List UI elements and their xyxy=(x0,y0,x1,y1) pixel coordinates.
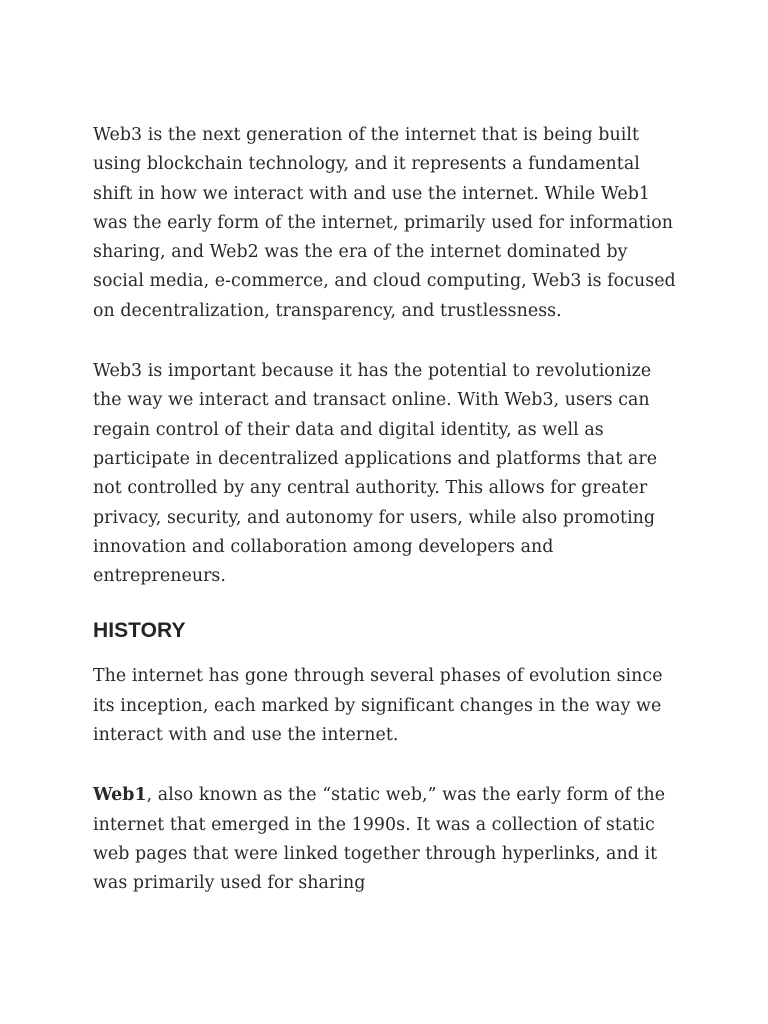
paragraph-web1 xyxy=(93,781,683,898)
section-heading-history: HISTORY xyxy=(93,619,186,643)
article-body xyxy=(93,121,683,899)
web1-description: , also known as the “static web,” was the early form of the internet that emerged in the 1990s. It was a collection of static web pages that were linked together through hyperlinks, and it was primarily used for sharing xyxy=(93,785,666,894)
paragraph-gap xyxy=(93,750,683,781)
paragraph-gap xyxy=(93,326,683,357)
paragraph-web3-intro: Web3 is the next generation of the internet that is being built using blockchain technology, and it represents a fundamental shift in how we interact with and use the internet. While Web1 was the early form of the internet, primarily used for information sharing, and Web2 was the era of the internet dominated by social media, e-commerce, and cloud computing, Web3 is focused on decentralization, transparency, and trustlessness. xyxy=(93,125,676,321)
web1-term: Web1 xyxy=(93,785,147,806)
paragraph-web3-importance: Web3 is important because it has the potential to revolutionize the way we interact and transact online. With Web3, users can regain control of their data and digital identity, as well as participate in decentralized applications and platforms that are not controlled by any central authority. This allows for greater privacy, security, and autonomy for users, while also promoting innovation and collaboration among developers and entrepreneurs. xyxy=(93,361,658,587)
paragraph-internet-evolution: The internet has gone through several phases of evolution since its inception, each marked by significant changes in the way we interact with and use the internet. xyxy=(93,666,663,746)
